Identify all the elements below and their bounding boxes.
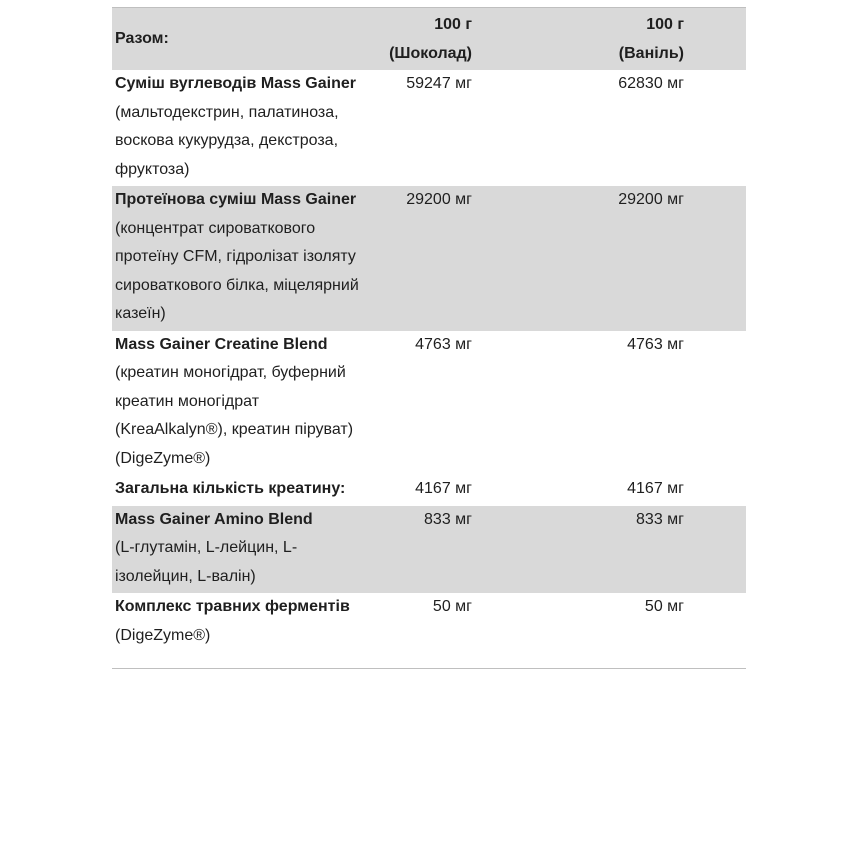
nutrition-table	[112, 8, 746, 652]
row-value-chocolate: 29200 мг	[371, 186, 475, 331]
row-value-chocolate: 50 мг	[432, 598, 472, 615]
row-ingredient-cell	[112, 186, 371, 331]
row-title: Загальна кількість креатину:	[115, 480, 346, 497]
row-value-chocolate: 4763 мг	[415, 335, 472, 353]
row-value-vanilla: 62830 мг	[618, 75, 684, 92]
row-description: (мальтодекстрин, палатиноза, восковa кукурудза, декстроза, фруктоза)	[115, 103, 339, 178]
row-ingredient-cell	[112, 506, 371, 594]
table-row	[112, 70, 746, 186]
row-ingredient-cell	[112, 331, 371, 476]
header-column-vanilla	[475, 8, 746, 70]
row-value-vanilla: 4167 мг	[627, 480, 684, 497]
row-ingredient-cell	[112, 70, 371, 186]
table-header-row	[112, 8, 746, 70]
row-value-vanilla: 833 мг	[475, 506, 746, 594]
header-label: Разом:	[112, 8, 371, 70]
table-row	[112, 506, 746, 594]
row-title: Mass Gainer Creatine Blend	[115, 335, 328, 353]
header-column-chocolate-amount: 100 г	[434, 16, 472, 33]
row-value-chocolate: 59247 мг	[406, 75, 472, 92]
row-description: (DigeZyme®)	[115, 626, 211, 644]
table-row	[112, 593, 746, 652]
row-title: Mass Gainer Amino Blend	[115, 510, 313, 528]
row-value-chocolate: 833 мг	[371, 506, 475, 594]
header-column-vanilla-flavor: (Ваніль)	[618, 44, 684, 62]
header-column-vanilla-amount: 100 г	[646, 16, 684, 33]
row-value-vanilla: 4763 мг	[627, 335, 684, 353]
row-title: Суміш вуглеводів Mass Gainer	[115, 75, 356, 92]
row-title: Комплекс травних ферментів	[115, 598, 350, 615]
row-ingredient-cell	[112, 593, 371, 652]
table-row	[112, 186, 746, 331]
row-value-chocolate: 4167 мг	[415, 480, 472, 497]
table-row	[112, 331, 746, 476]
row-ingredient-cell	[112, 475, 371, 506]
row-description: (L-глутамін, L-лейцин, L-ізолейцин, L-валін)	[115, 539, 298, 585]
row-value-vanilla: 29200 мг	[475, 186, 746, 331]
row-title: Протеїнова суміш Mass Gainer	[115, 191, 357, 208]
header-column-chocolate	[371, 8, 475, 70]
row-description: (концентрат сироваткового протеїну CFM, гідролізат ізоляту сироваткового білка, міцелярний казеїн)	[115, 219, 359, 322]
table-row	[112, 475, 746, 506]
header-column-chocolate-flavor: (Шоколад)	[389, 44, 472, 62]
bottom-divider	[112, 668, 746, 669]
nutrition-table-container	[112, 0, 746, 669]
row-value-vanilla: 50 мг	[644, 598, 684, 615]
row-description: (креатин моногідрат, буферний креатин моногідрат (KreaAlkalyn®), креатин піруват) (DigeZyme®)	[115, 364, 354, 467]
